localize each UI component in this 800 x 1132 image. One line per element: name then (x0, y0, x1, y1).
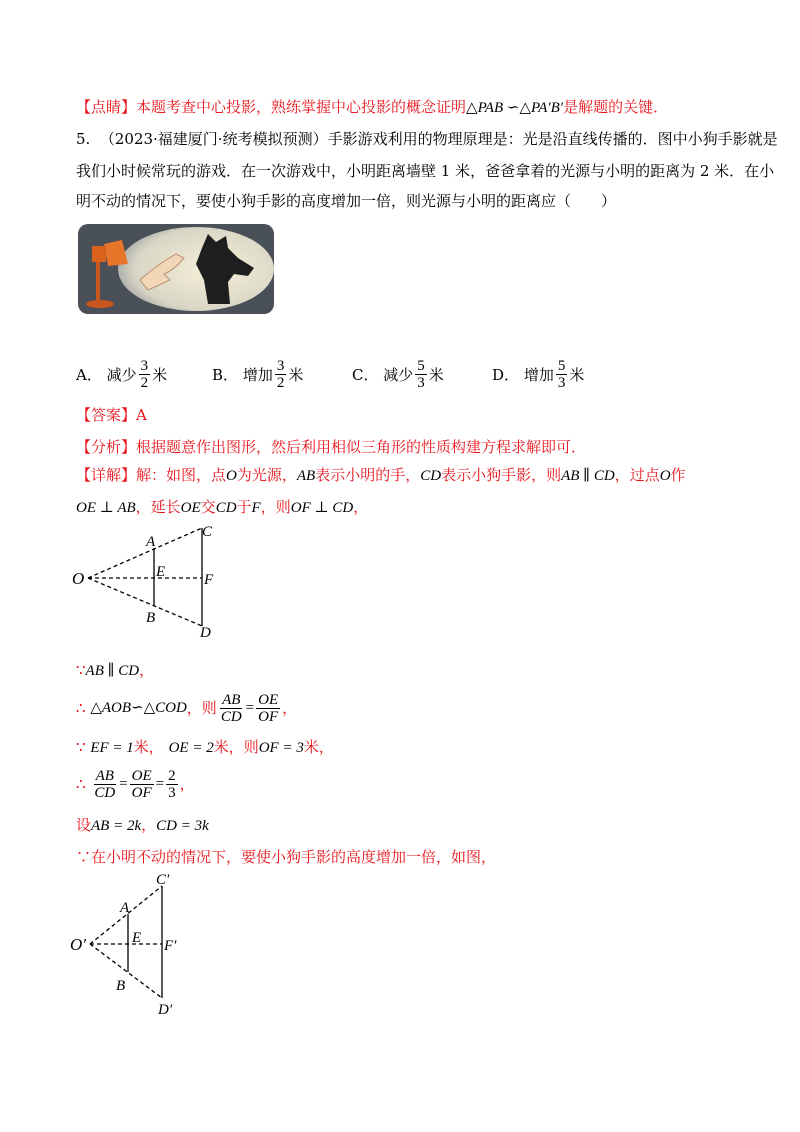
ray-od (88, 578, 202, 626)
option-c[interactable]: C． 减少 $\frac{5}{3}$ 米 (352, 358, 444, 391)
question-line-1 (76, 128, 778, 150)
label-b: B (146, 610, 156, 626)
label-o: O (72, 569, 85, 588)
question-source: （2023·福建厦门·统考模拟预测） (99, 130, 328, 148)
label-c-prime: C′ (156, 872, 170, 888)
question-line-3: 明不动的情况下，要使小狗手影的高度增加一倍，则光源与小明的距离应（ ） (76, 192, 617, 210)
label-b-2: B (116, 978, 126, 994)
ray-oc (88, 528, 202, 578)
label-d: D (200, 625, 211, 641)
answer-line (76, 404, 147, 426)
step-1: ∵AB ∥ CD， (76, 661, 155, 679)
similarity-formula: △PAB ∽△PA′B′ (466, 100, 564, 116)
detail-line-1: 【详解】解：如图，点O为光源，AB表示小明的手，CD表示小狗手影，则AB ∥ CD，过点O作 (76, 466, 686, 484)
answer-tag: 【答案】 (76, 406, 137, 424)
analysis-tag: 【分析】 (76, 438, 137, 456)
step-4: ∴ $\frac{AB}{CD}$ = $\frac{OE}{OF}$ = $\frac{2}{3}$ ， (76, 767, 195, 801)
label-c: C (202, 524, 213, 540)
geometry-figure-1 (66, 518, 226, 644)
label-e: E (156, 564, 166, 580)
question-text-1: 手影游戏利用的物理原理是：光是沿直线传播的．图中小狗手影就是 (327, 130, 778, 148)
label-a: A (146, 534, 156, 550)
label-f-prime: F′ (164, 938, 177, 954)
step-5: 设AB = 2k，CD = 3k (76, 816, 209, 834)
label-d-prime: D′ (158, 1002, 173, 1018)
analysis-line (76, 436, 586, 458)
step-2: ∴ △AOB∽△COD ，则 $\frac{AB}{CD}$ = $\frac{OE}{OF}$ ， (76, 691, 298, 725)
label-e-2: E (132, 930, 142, 946)
step-6: ∵在小明不动的情况下，要使小狗手影的高度增加一倍，如图， (76, 848, 497, 866)
analysis-text: 根据题意作出图形，然后利用相似三角形的性质构建方程求解即可． (136, 438, 587, 456)
key-point-text-end: 是解题的关键． (563, 98, 669, 116)
key-point-tag: 【点睛】 (76, 98, 137, 116)
question-number: 5. (76, 130, 91, 148)
label-f: F (204, 572, 214, 588)
option-a[interactable]: A． 减少 $\frac{3}{2}$ 米 (76, 358, 168, 391)
label-a-2: A (120, 900, 130, 916)
question-line-2: 我们小时候常玩的游戏．在一次游戏中，小明距离墙壁 1 米，爸爸拿着的光源与小明的距离为 2 米．在小 (76, 162, 775, 180)
answer-value: A (136, 406, 147, 424)
option-b[interactable]: B． 增加 $\frac{3}{2}$ 米 (212, 358, 304, 391)
geometry-figure-2 (66, 868, 226, 1018)
label-o-prime: O′ (70, 935, 86, 954)
ray-od-prime (90, 944, 162, 998)
hand-shadow-illustration (78, 224, 274, 314)
option-d[interactable]: D． 增加 $\frac{5}{3}$ 米 (492, 358, 585, 391)
key-point-text: 本题考查中心投影，熟练掌握中心投影的概念证明 (136, 98, 467, 116)
step-3: ∵ EF = 1米， OE = 2米，则OF = 3米， (76, 738, 334, 756)
detail-line-2: OE ⊥ AB，延长OE交CD于F，则OF ⊥ CD， (76, 498, 369, 516)
key-point-note (76, 96, 668, 119)
